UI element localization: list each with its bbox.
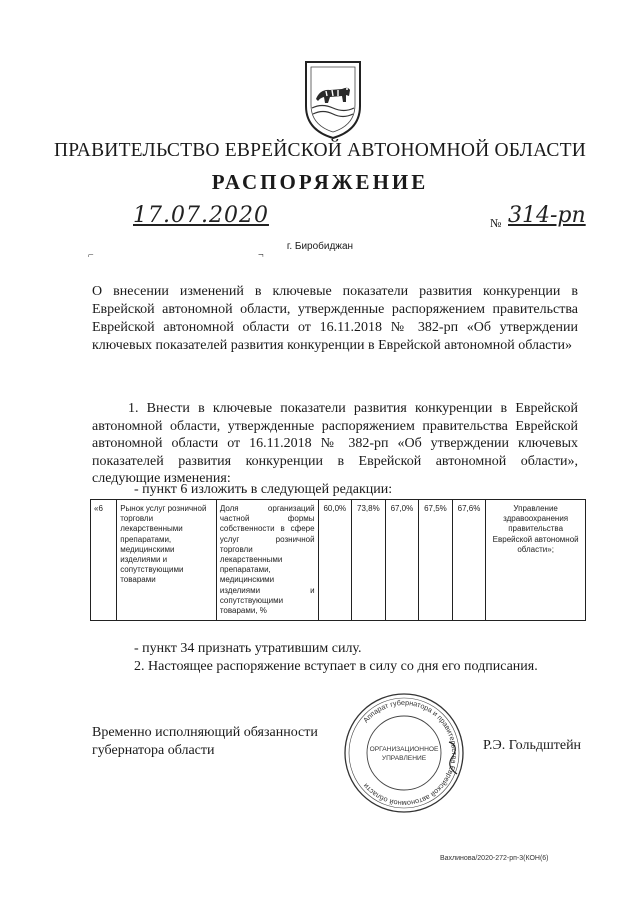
indicator-table: [90, 499, 586, 621]
position-line-2: губернатора области: [92, 743, 215, 758]
value-cell: 60,0%: [318, 500, 352, 621]
market-cell: Рынок услуг розничной торговли лекарственными препаратами, медицинскими изделиями и сопутствующими товарами: [117, 500, 217, 621]
document-date: 17.07.2020: [133, 203, 269, 228]
value-cell: 73,8%: [352, 500, 386, 621]
document-number: 314-рп: [508, 203, 586, 228]
coat-of-arms-emblem: [302, 56, 364, 140]
responsible-cell: Управление здравоохранения правительства Еврейской автономной области»;: [486, 500, 586, 621]
row-number-cell: «6: [91, 500, 117, 621]
stamp-center-line-2: УПРАВЛЕНИЕ: [381, 755, 427, 762]
item-34-line: - пункт 34 признать утратившим силу.: [134, 641, 362, 656]
table-row: [91, 500, 586, 621]
stamp-ring-text: Аппарат губернатора и правительства Еврейской автономной области: [361, 697, 460, 809]
government-title: ПРАВИТЕЛЬСТВО ЕВРЕЙСКОЙ АВТОНОМНОЙ ОБЛАСТИ: [53, 140, 587, 161]
stamp-center-line-1: ОРГАНИЗАЦИОННОЕ: [369, 746, 439, 753]
corner-mark-right: ¬: [258, 250, 264, 261]
official-stamp: [341, 690, 467, 816]
signatory-position: [92, 724, 318, 760]
paragraph-2: 2. Настоящее распоряжение вступает в силу со дня его подписания.: [134, 659, 538, 674]
number-label: №: [490, 216, 502, 230]
value-cell: 67,6%: [452, 500, 486, 621]
item-6-intro: - пункт 6 изложить в следующей редакции:: [134, 482, 393, 497]
document-type-title: РАСПОРЯЖЕНИЕ: [211, 170, 429, 194]
document-subject: О внесении изменений в ключевые показатели развития конкуренции в Еврейской автономной области, утвержденные распоряжением правительства Еврейской автономной области от 16.11.2018 № 382-рп «Об утверждении ключевых показателей развития конкуренции в Еврейской автономной области»: [92, 284, 578, 353]
signer-name: Р.Э. Гольдштейн: [483, 738, 582, 753]
position-line-1: Временно исполняющий обязанности: [92, 725, 318, 740]
value-cell: 67,0%: [385, 500, 419, 621]
city-name: г. Биробиджан: [286, 241, 354, 252]
paragraph-1: 1. Внести в ключевые показатели развития конкуренции в Еврейской автономной области, утвержденные распоряжением правительства Еврейской автономной области от 16.11.2018 № 382-рп «Об утверждении ключевых показателей развития конкуренции в Еврейской автономной области», следующие изменения:: [92, 401, 578, 486]
footer-reference: Вахлинова/2020-272-рп-3(КОН(6): [440, 855, 549, 862]
value-cell: 67,5%: [419, 500, 453, 621]
indicator-cell: Доля организаций частной формы собственности в сфере услуг розничной торговли лекарственными препаратами, медицинскими изделиями и сопутствующими товарами, %: [216, 500, 318, 621]
corner-mark-left: ⌐: [88, 250, 94, 261]
